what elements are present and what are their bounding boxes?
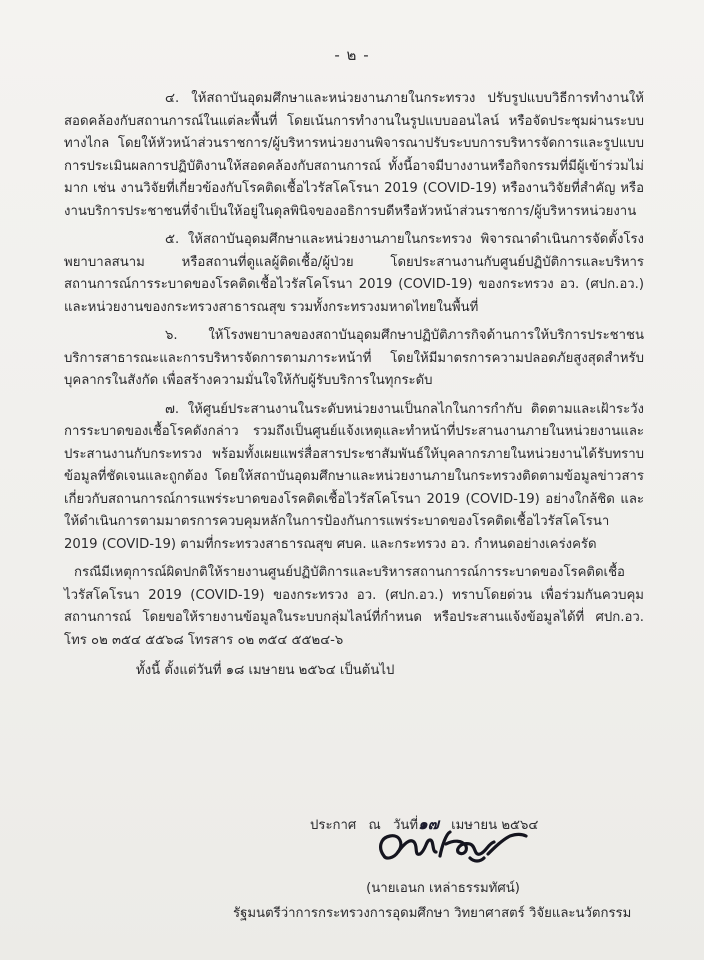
paragraph-item-5: ๕. ให้สถาบันอุดมศึกษาและหน่วยงานภายในกระทรวง พิจารณาดำเนินการจัดตั้งโรงพยาบาลสนาม หรือสถานที่ดูแลผู้ติดเชื้อ/ผู้ป่วย โดยประสานงานกับศูนย์ปฏิบัติการและบริหารสถานการณ์การระบาดของโรคติดเชื้อไวรัสโคโรนา 2019 (COVID-19) ของกระทรวง อว. (ศปก.อว.) และหน่วยงานของกระทรวงสาธารณสุข รวมทั้งกระทรวงมหาดไทยในพื้นที่ bbox=[64, 232, 644, 315]
effective-date: ทั้งนี้ ตั้งแต่วันที่ ๑๘ เมษายน ๒๕๖๔ เป็นต้นไป bbox=[136, 663, 395, 678]
signer-name: (นายเอนก เหล่าธรรมทัศน์) bbox=[366, 881, 520, 896]
paragraph-item-6: ๖. ให้โรงพยาบาลของสถาบันอุดมศึกษาปฏิบัติภารกิจด้านการให้บริการประชาชน บริการสาธารณะและการบริหารจัดการตามภาระหน้าที่ โดยให้มีมาตรการความปลอดภัยสูงสุดสำหรับบุคลากรในสังกัด เพื่อสร้างความมั่นใจให้กับผู้รับบริการในทุกระดับ bbox=[64, 328, 644, 388]
announce-at: ณ bbox=[368, 818, 381, 833]
announce-prefix: ประกาศ bbox=[310, 818, 357, 833]
paragraph-reporting: กรณีมีเหตุการณ์ผิดปกติให้รายงานศูนย์ปฏิบัติการและบริหารสถานการณ์การระบาดของโรคติดเชื้อไวรัสโคโรนา 2019 (COVID-19) ของกระทรวง อว. (ศปก.อว.) ทราบโดยด่วน เพื่อร่วมกันควบคุมสถานการณ์ โดยขอให้รายงานข้อมูลในระบบกลุ่มไลน์ที่กำหนด หรือประสานแจ้งข้อมูลได้ที่ ศปก.อว. โทร ๐๒ ๓๕๔ ๕๕๖๘ โทรสาร ๐๒ ๓๕๔ ๕๕๒๔-๖ bbox=[64, 565, 644, 648]
signature-image bbox=[370, 822, 530, 870]
paragraph-item-4: ๔. ให้สถาบันอุดมศึกษาและหน่วยงานภายในกระทรวง ปรับรูปแบบวิธีการทำงานให้สอดคล้องกับสถานการณ์ในแต่ละพื้นที่ โดยเน้นการทำงานในรูปแบบออนไลน์ หรือจัดประชุมผ่านระบบทางไกล โดยให้หัวหน้าส่วนราชการ/ผู้บริหารหน่วยงานพิจารณาปรับระบบการบริหารจัดการและรูปแบบการประเมินผลการปฏิบัติงานให้สอดคล้องกับสถานการณ์ ทั้งนี้อาจมีบางงานหรือกิจกรรมที่มีผู้เข้าร่วมไม่มาก เช่น งานวิจัยที่เกี่ยวข้องกับโรคติดเชื้อไวรัสโคโรนา 2019 (COVID-19) หรืองานวิจัยที่สำคัญ หรืองานบริการประชาชนที่จำเป็นให้อยู่ในดุลพินิจของอธิการบดีหรือหัวหน้าส่วนราชการ/ผู้บริหารหน่วยงาน bbox=[64, 91, 644, 219]
announce-date-label: วันที่ bbox=[392, 818, 419, 833]
signer-title: รัฐมนตรีว่าการกระทรวงการอุดมศึกษา วิทยาศาสตร์ วิจัยและนวัตกรรม bbox=[233, 906, 632, 921]
page-number: - ๒ - bbox=[334, 46, 370, 64]
handwritten-date: ๑๗ bbox=[418, 815, 439, 833]
announce-month-year: เมษายน ๒๕๖๔ bbox=[451, 818, 539, 833]
paragraph-item-7: ๗. ให้ศูนย์ประสานงานในระดับหน่วยงานเป็นกลไกในการกำกับ ติดตามและเฝ้าระวังการระบาดของเชื้อโรคดังกล่าว รวมถึงเป็นศูนย์แจ้งเหตุและทำหน้าที่ประสานงานภายในหน่วยงานและประสานงานกับกระทรวง พร้อมทั้งเผยแพร่สื่อสารประชาสัมพันธ์ให้บุคลากรภายในหน่วยงานได้รับทราบข้อมูลที่ชัดเจนและถูกต้อง โดยให้สถาบันอุดมศึกษาและหน่วยงานภายในกระทรวงติดตามข้อมูลข่าวสารเกี่ยวกับสถานการณ์การแพร่ระบาดของโรคติดเชื้อไวรัสโคโรนา 2019 (COVID-19) อย่างใกล้ชิด และให้ดำเนินการตามมาตรการควบคุมหลักในการป้องกันการแพร่ระบาดของโรคติดเชื้อไวรัสโคโรนา 2019 (COVID-19) ตามที่กระทรวงสาธารณสุข ศบค. และกระทรวง อว. กำหนดอย่างเคร่งครัด bbox=[64, 401, 644, 552]
document-body bbox=[64, 88, 644, 689]
